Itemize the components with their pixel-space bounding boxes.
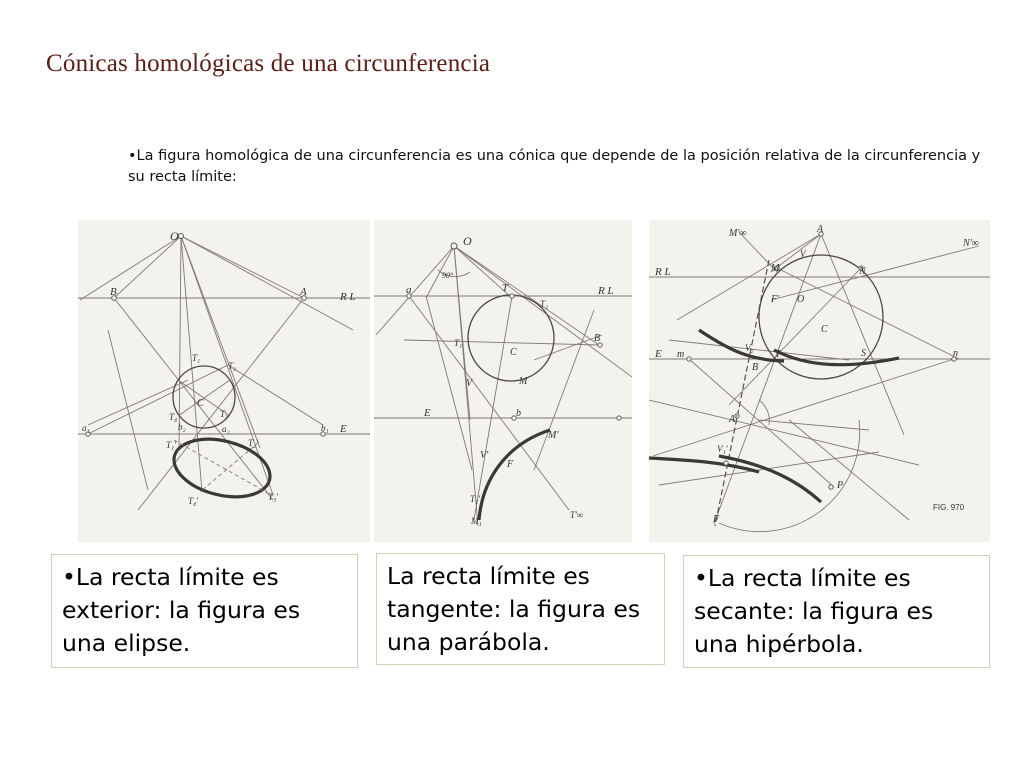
- label-t3-prime: T₃': [268, 492, 279, 502]
- label-b1: b₁: [321, 423, 329, 433]
- figure-parabola: [374, 220, 632, 542]
- label-b: B: [594, 333, 601, 344]
- label-rl: R L: [598, 285, 614, 297]
- label-n-lower: n: [953, 348, 958, 359]
- label-rl: R L: [340, 291, 356, 303]
- caption-ellipse: •La recta límite es exterior: la figura es una elipse.: [51, 554, 358, 668]
- label-A: A: [300, 286, 307, 298]
- figure-parabola-drawing: [374, 220, 632, 542]
- label-a2: a₂: [222, 424, 230, 434]
- label-t1: T₁: [454, 338, 463, 348]
- label-B: B: [110, 286, 117, 298]
- label-e: E: [655, 348, 662, 360]
- label-a: a: [406, 284, 412, 296]
- label-v: V: [466, 378, 473, 389]
- label-t3: T₃: [220, 409, 229, 419]
- label-b-lower: b: [516, 408, 521, 419]
- label-t: T: [775, 349, 781, 360]
- label-n: N: [859, 266, 866, 277]
- label-O: O: [170, 229, 179, 243]
- figure-hyperbola: [649, 220, 990, 542]
- label-t1: T₁: [192, 353, 201, 363]
- label-t4-prime: T₄': [188, 496, 199, 506]
- label-m: M: [771, 263, 780, 274]
- label-b2: b₂: [178, 422, 186, 432]
- figure-hyperbola-drawing: [649, 220, 990, 542]
- figure-ellipse: [78, 220, 370, 542]
- label-O: O: [463, 234, 472, 248]
- label-t4: T₄: [169, 412, 178, 422]
- label-o: O: [797, 294, 805, 305]
- label-t: T: [502, 282, 509, 294]
- label-e: E: [340, 423, 347, 435]
- label-v: V: [800, 249, 806, 259]
- label-c: C: [197, 398, 204, 409]
- label-rl: R L: [655, 266, 671, 278]
- figure-ellipse-drawing: [78, 220, 370, 542]
- label-m-infinity: M'∞: [729, 228, 747, 239]
- intro-text: •La figura homológica de una circunferencia es una cónica que depende de la posición relativa de la circunferencia y su recta límite:: [128, 148, 981, 185]
- label-t1-prime: T₁': [470, 494, 481, 504]
- label-a-prime: A': [729, 414, 738, 425]
- label-f: F: [713, 514, 720, 525]
- caption-hyperbola: •La recta límite es secante: la figura es una hipérbola.: [683, 555, 990, 668]
- label-t-infinity: T'∞: [570, 510, 584, 520]
- label-v1-prime: V₁': [717, 444, 728, 454]
- label-p: P: [837, 480, 844, 491]
- label-angle: 90°: [442, 271, 454, 280]
- label-t1-prime: T₁': [166, 440, 177, 450]
- caption-parabola: La recta límite es tangente: la figura es una parábola.: [376, 553, 665, 665]
- label-f-prime: F': [771, 294, 780, 305]
- label-m-prime: M': [548, 430, 559, 441]
- label-t2: T₂: [228, 361, 237, 371]
- label-c: C: [821, 324, 828, 335]
- label-e: E: [424, 407, 431, 419]
- label-v2: V₂: [745, 343, 754, 353]
- slide-title: Cónicas homológicas de una circunferencia: [46, 50, 491, 77]
- label-n-infinity: N'∞: [963, 238, 979, 249]
- label-f: F: [507, 459, 514, 470]
- label-s: S: [861, 348, 866, 359]
- label-b: B: [752, 362, 759, 373]
- label-a1: a₁: [82, 423, 90, 433]
- label-m1: M₁: [471, 516, 482, 526]
- label-t2-prime: T₂': [248, 438, 259, 448]
- label-m-lower: m: [677, 349, 685, 360]
- figure-number: FIG. 970: [933, 503, 965, 512]
- label-a: A: [817, 224, 824, 235]
- label-c: C: [510, 347, 517, 358]
- label-t2: T₂: [540, 299, 549, 309]
- label-v-prime: V': [480, 450, 489, 461]
- label-m: M: [519, 376, 528, 387]
